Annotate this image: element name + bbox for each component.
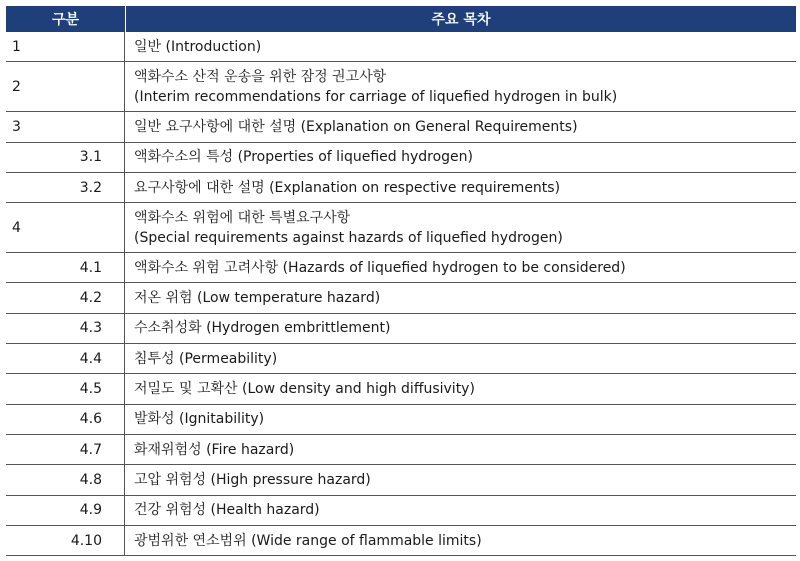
row-title-line: 액화수소 위험에 대한 특별요구사항 <box>134 209 351 226</box>
row-title-line: 화재위험성 (Fire hazard) <box>134 441 295 458</box>
table-row <box>6 112 796 142</box>
table-row <box>6 62 796 112</box>
row-title-line: 수소취성화 (Hydrogen embrittlement) <box>134 320 391 337</box>
row-title <box>125 173 796 202</box>
row-number: 4.8 <box>6 465 125 494</box>
row-number: 4.7 <box>6 435 125 464</box>
row-title-line: 요구사항에 대한 설명 (Explanation on respective requirements) <box>134 179 561 196</box>
contents-table <box>6 6 796 556</box>
row-title <box>125 405 796 434</box>
row-title <box>125 374 796 403</box>
header-category: 구분 <box>6 6 126 32</box>
row-number: 4 <box>6 203 125 252</box>
row-title-line: 일반 (Introduction) <box>134 38 262 55</box>
row-title-line: 저밀도 및 고확산 (Low density and high diffusivity) <box>134 381 475 398</box>
row-title-line: 저온 위험 (Low temperature hazard) <box>134 290 381 307</box>
row-number: 4.10 <box>6 526 125 555</box>
row-title-line: 액화수소 산적 운송을 위한 잠정 권고사항 <box>134 68 387 85</box>
row-title <box>125 62 796 111</box>
table-header <box>6 6 796 32</box>
table-row <box>6 143 796 173</box>
row-number: 4.5 <box>6 374 125 403</box>
row-title <box>125 465 796 494</box>
row-title-line: 발화성 (Ignitability) <box>134 411 265 428</box>
table-row <box>6 405 796 435</box>
table-row <box>6 173 796 203</box>
row-number: 4.3 <box>6 314 125 343</box>
row-number: 4.4 <box>6 344 125 373</box>
row-title-line: 액화수소의 특성 (Properties of liquefied hydrogen) <box>134 149 473 166</box>
row-number: 4.2 <box>6 283 125 312</box>
table-row <box>6 435 796 465</box>
table-row <box>6 314 796 344</box>
row-number: 3 <box>6 112 125 141</box>
table-body <box>6 32 796 556</box>
table-row <box>6 32 796 62</box>
row-title <box>125 203 796 252</box>
row-title <box>125 314 796 343</box>
table-row <box>6 465 796 495</box>
row-number: 3.2 <box>6 173 125 202</box>
table-row <box>6 496 796 526</box>
row-title-line: 일반 요구사항에 대한 설명 (Explanation on General Requirements) <box>134 118 578 135</box>
header-contents: 주요 목차 <box>431 12 491 28</box>
row-title-line: 광범위한 연소범위 (Wide range of flammable limits) <box>134 532 482 549</box>
row-title <box>125 526 796 555</box>
table-row <box>6 283 796 313</box>
row-number: 4.9 <box>6 496 125 525</box>
row-number: 1 <box>6 32 125 61</box>
row-title-line: (Interim recommendations for carriage of liquefied hydrogen in bulk) <box>134 88 618 105</box>
table-row <box>6 344 796 374</box>
row-number: 4.1 <box>6 253 125 282</box>
table-row <box>6 526 796 556</box>
row-number: 4.6 <box>6 405 125 434</box>
row-number: 3.1 <box>6 143 125 172</box>
row-title-line: 침투성 (Permeability) <box>134 350 278 367</box>
row-title <box>125 112 796 141</box>
row-title <box>125 32 796 61</box>
row-title-line: 고압 위험성 (High pressure hazard) <box>134 471 371 488</box>
row-title <box>125 435 796 464</box>
table-row <box>6 253 796 283</box>
table-row <box>6 203 796 253</box>
row-title <box>125 496 796 525</box>
row-title <box>125 253 796 282</box>
row-title-line: (Special requirements against hazards of liquefied hydrogen) <box>134 229 563 246</box>
row-title <box>125 344 796 373</box>
row-title <box>125 283 796 312</box>
row-title-line: 액화수소 위험 고려사항 (Hazards of liquefied hydrogen to be considered) <box>134 259 626 276</box>
table-row <box>6 374 796 404</box>
row-title-line: 건강 위험성 (Health hazard) <box>134 502 320 519</box>
row-number: 2 <box>6 62 125 111</box>
row-title <box>125 143 796 172</box>
